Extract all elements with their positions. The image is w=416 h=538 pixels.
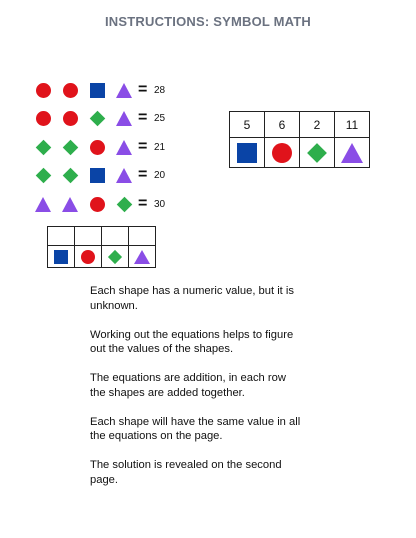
equation-row [34, 193, 165, 215]
green-diamond-icon [307, 143, 327, 163]
instruction-paragraph: The solution is revealed on the second page. [90, 459, 282, 486]
green-diamond-icon [62, 139, 78, 155]
blue-square-icon [54, 250, 68, 264]
red-circle-icon [63, 111, 78, 126]
equals-sign: = [138, 195, 148, 212]
instruction-paragraph: The equations are addition, in each row the shapes are added together. [90, 372, 286, 399]
instruction-paragraph: Working out the equations helps to figure out the values of the shapes. [90, 328, 294, 355]
green-diamond-icon [89, 110, 105, 126]
equation-row [34, 107, 165, 129]
red-circle-icon [36, 83, 51, 98]
answer-value-cell[interactable] [48, 227, 75, 246]
equation-result: 25 [154, 112, 166, 124]
blue-square-icon [90, 168, 105, 183]
instruction-paragraph: Each shape will have the same value in all the equations on the page. [90, 415, 301, 442]
red-circle-icon [36, 111, 51, 126]
equals-sign: = [138, 166, 148, 183]
purple-triangle-icon [116, 111, 132, 126]
red-circle-icon [90, 197, 105, 212]
instructions-text [90, 284, 302, 502]
green-diamond-icon [35, 167, 51, 183]
key-value-cell: 11 [335, 112, 370, 138]
answer-value-cell[interactable] [129, 227, 156, 246]
green-diamond-icon [35, 139, 51, 155]
key-shape-cell [300, 138, 335, 168]
equals-sign: = [138, 138, 148, 155]
page-title: INSTRUCTIONS: SYMBOL MATH [104, 14, 311, 29]
purple-triangle-icon [116, 83, 132, 98]
red-circle-icon [63, 83, 78, 98]
answer-value-cell[interactable] [102, 227, 129, 246]
key-shape-cell [335, 138, 370, 168]
green-diamond-icon [116, 196, 132, 212]
key-value-cell: 2 [300, 112, 335, 138]
answer-shape-cell [75, 246, 102, 268]
blue-square-icon [90, 83, 105, 98]
purple-triangle-icon [35, 197, 51, 212]
key-shape-cell [230, 138, 265, 168]
red-circle-icon [90, 140, 105, 155]
purple-triangle-icon [341, 143, 363, 163]
key-value-cell: 5 [230, 112, 265, 138]
blue-square-icon [237, 143, 257, 163]
key-value-cell: 6 [265, 112, 300, 138]
equation-result: 20 [154, 169, 166, 181]
key-shape-cell [265, 138, 300, 168]
answer-shape-cell [48, 246, 75, 268]
equation-result: 28 [154, 84, 166, 96]
example-key-table [229, 111, 370, 168]
equation-row [34, 136, 165, 158]
purple-triangle-icon [116, 168, 132, 183]
purple-triangle-icon [116, 140, 132, 155]
equation-row [34, 164, 165, 186]
answer-shape-cell [102, 246, 129, 268]
equals-sign: = [138, 109, 148, 126]
green-diamond-icon [108, 249, 122, 263]
green-diamond-icon [62, 167, 78, 183]
red-circle-icon [81, 250, 95, 264]
equation-result: 21 [154, 141, 166, 153]
purple-triangle-icon [62, 197, 78, 212]
answer-value-cell[interactable] [75, 227, 102, 246]
equation-row [34, 79, 165, 101]
instruction-paragraph: Each shape has a numeric value, but it is unknown. [90, 285, 294, 312]
red-circle-icon [272, 143, 292, 163]
equation-result: 30 [154, 198, 166, 210]
answer-grid-table [47, 226, 156, 268]
answer-shape-cell [129, 246, 156, 268]
purple-triangle-icon [134, 250, 150, 264]
equals-sign: = [138, 81, 148, 98]
